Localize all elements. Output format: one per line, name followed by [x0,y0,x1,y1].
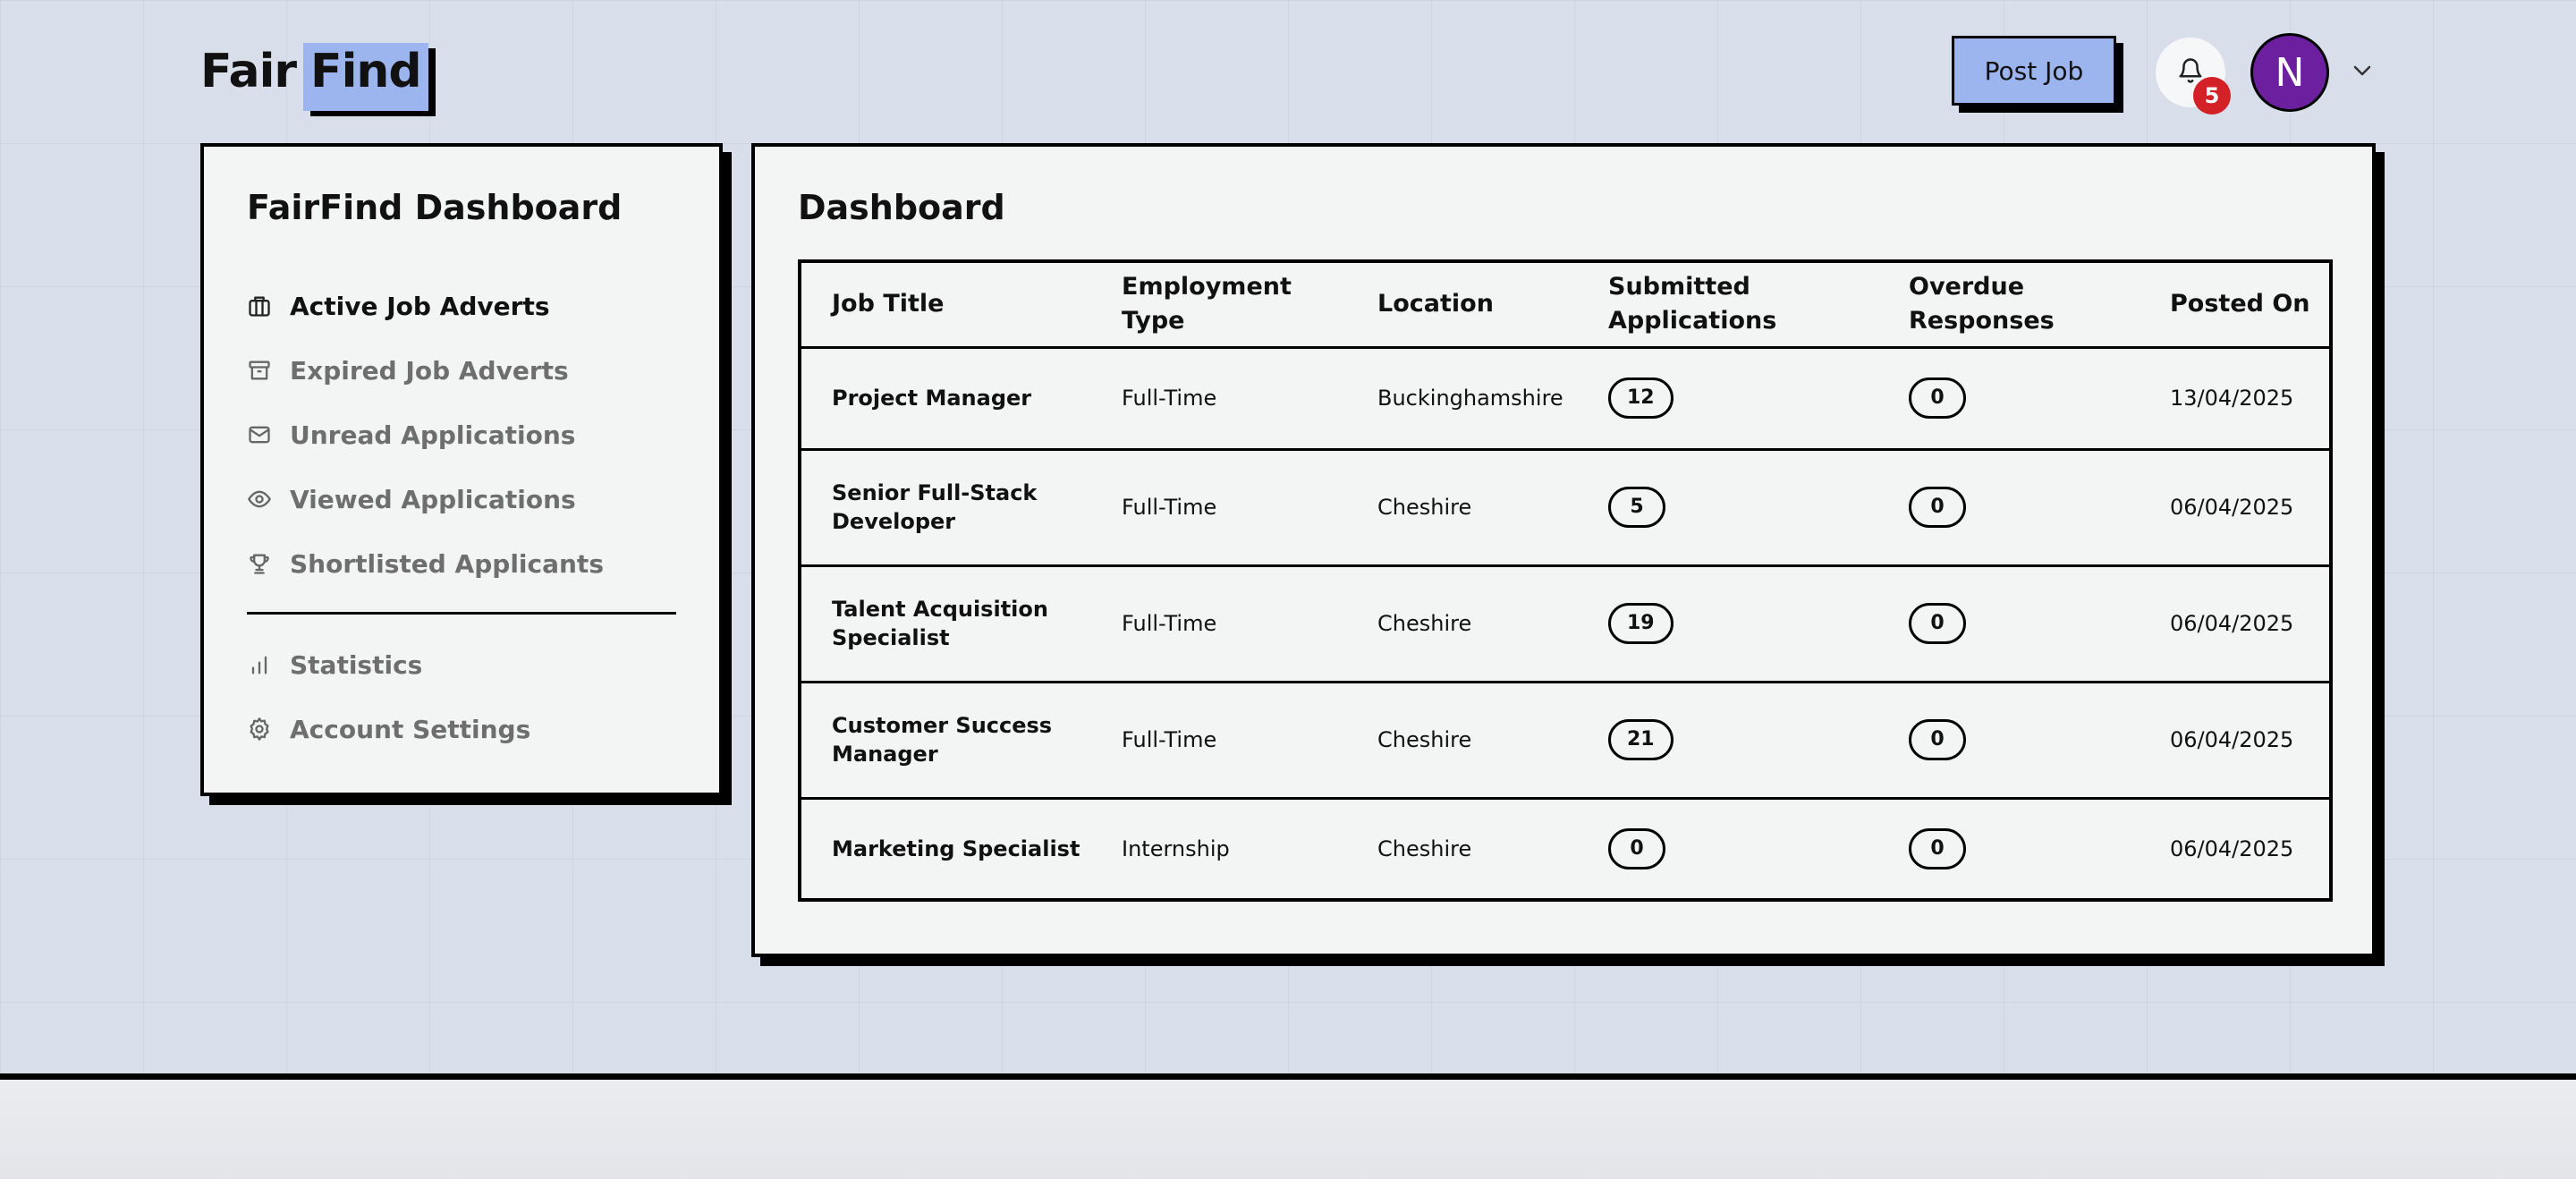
sidebar-item-label: Expired Job Adverts [290,355,569,386]
submitted-count-pill[interactable]: 0 [1608,828,1665,869]
table-row[interactable] [800,682,2331,798]
table-header-row [800,261,2331,347]
avatar[interactable]: N [2250,33,2329,112]
column-header-posted-on[interactable]: Posted On [2140,261,2331,347]
job-title-cell[interactable]: Senior Full-Stack Developer [800,449,1091,565]
overdue-cell [1878,565,2140,682]
logo[interactable] [200,43,428,111]
page-title: Dashboard [798,188,1005,227]
sidebar-item-account-settings[interactable] [247,697,676,761]
overdue-cell [1878,682,2140,798]
notification-count-badge: 5 [2193,77,2231,115]
trophy-icon [247,549,275,578]
submitted-cell [1578,565,1878,682]
employment-type-cell: Full-Time [1091,449,1347,565]
table-row[interactable] [800,565,2331,682]
posted-on-cell: 06/04/2025 [2140,682,2331,798]
footer [0,1073,2576,1179]
overdue-cell [1878,798,2140,900]
submitted-cell [1578,347,1878,449]
overdue-count-pill[interactable]: 0 [1909,828,1966,869]
overdue-count-pill[interactable]: 0 [1909,487,1966,528]
submitted-cell [1578,449,1878,565]
location-cell: Buckinghamshire [1347,347,1578,449]
sidebar-item-unread-applications[interactable] [247,403,676,467]
mail-icon [247,420,275,449]
employment-type-cell: Full-Time [1091,682,1347,798]
table-row[interactable] [800,347,2331,449]
sidebar-item-label: Shortlisted Applicants [290,548,604,579]
location-cell: Cheshire [1347,565,1578,682]
submitted-count-pill[interactable]: 19 [1608,603,1674,644]
eye-icon [247,485,275,513]
sidebar-item-statistics[interactable] [247,632,676,697]
employment-type-cell: Full-Time [1091,347,1347,449]
logo-text-fair: Fair [200,45,297,98]
sidebar-item-label: Unread Applications [290,420,576,450]
sidebar-title: FairFind Dashboard [247,188,623,227]
job-title-cell[interactable]: Talent Acquisition Specialist [800,565,1091,682]
column-header-job-title[interactable]: Job Title [800,261,1091,347]
sidebar-divider [247,612,676,615]
overdue-count-pill[interactable]: 0 [1909,603,1966,644]
logo-text-find: Find [303,43,428,111]
job-title-cell[interactable]: Customer Success Manager [800,682,1091,798]
sidebar-item-label: Account Settings [290,714,531,744]
column-header-overdue-responses[interactable]: Overdue Responses [1878,261,2140,347]
posted-on-cell: 06/04/2025 [2140,449,2331,565]
sidebar-item-shortlisted-applicants[interactable] [247,531,676,596]
job-adverts-table [798,259,2333,902]
location-cell: Cheshire [1377,835,1472,861]
table-row[interactable] [800,798,2331,900]
gear-icon [247,715,275,743]
submitted-count-pill[interactable]: 5 [1608,487,1665,528]
overdue-count-pill[interactable]: 0 [1909,377,1966,419]
column-header-location[interactable]: Location [1347,261,1578,347]
sidebar-item-label: Viewed Applications [290,484,576,514]
job-title-cell[interactable]: Project Manager [800,347,1091,449]
sidebar [200,143,723,796]
posted-on-cell: 13/04/2025 [2140,347,2331,449]
submitted-count-pill[interactable]: 12 [1608,377,1674,419]
posted-on-cell: 06/04/2025 [2140,565,2331,682]
dashboard-panel [751,143,2376,957]
submitted-cell [1578,682,1878,798]
archive-icon [247,356,275,385]
employment-type-cell: Internship [1122,835,1230,861]
overdue-cell [1878,449,2140,565]
employment-type-cell: Full-Time [1091,565,1347,682]
overdue-cell [1878,347,2140,449]
sidebar-item-label: Statistics [290,649,423,680]
location-cell: Cheshire [1347,449,1578,565]
bar-chart-icon [247,650,275,679]
sidebar-item-active-job-adverts[interactable] [247,274,676,338]
submitted-cell [1578,798,1878,900]
post-job-button[interactable]: Post Job [1952,36,2116,106]
submitted-count-pill[interactable]: 21 [1608,719,1674,760]
job-title-cell[interactable]: Marketing Specialist [832,835,1080,861]
column-header-employment-type[interactable]: Employment Type [1091,261,1347,347]
sidebar-item-viewed-applications[interactable] [247,467,676,531]
overdue-count-pill[interactable]: 0 [1909,719,1966,760]
chevron-down-icon[interactable] [2349,57,2376,84]
briefcase-icon [247,292,275,320]
table-row[interactable] [800,449,2331,565]
posted-on-cell: 06/04/2025 [2170,835,2294,861]
sidebar-item-expired-job-adverts[interactable] [247,338,676,403]
location-cell: Cheshire [1347,682,1578,798]
column-header-submitted-applications[interactable]: Submitted Applications [1578,261,1878,347]
sidebar-item-label: Active Job Adverts [290,291,550,321]
